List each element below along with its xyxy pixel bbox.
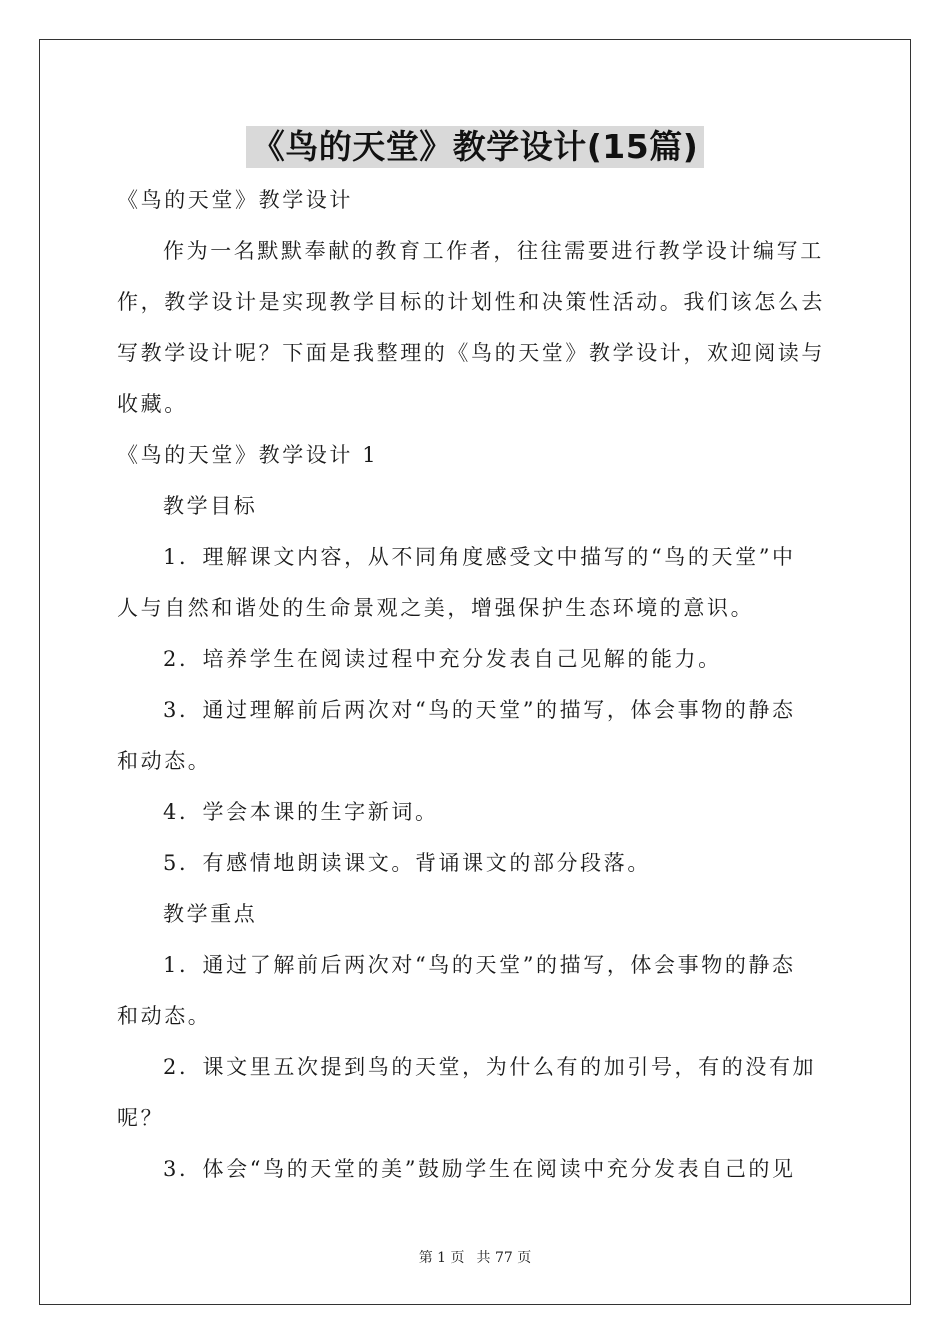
list-item: 2．培养学生在阅读过程中充分发表自己见解的能力。: [163, 647, 722, 671]
list-item: 3．通过理解前后两次对“鸟的天堂”的描写，体会事物的静态: [163, 698, 796, 722]
list-item-continuation: 和动态。: [117, 749, 212, 773]
page-number: 第 1 页: [418, 1250, 465, 1266]
list-item: 1．理解课文内容，从不同角度感受文中描写的“鸟的天堂”中: [163, 545, 796, 569]
list-item: 2．课文里五次提到鸟的天堂，为什么有的加引号，有的没有加: [163, 1055, 817, 1079]
page-total: 共 77 页: [476, 1250, 532, 1266]
list-item-continuation: 呢？: [117, 1106, 165, 1130]
paragraph-line: 收藏。: [117, 392, 188, 416]
document-body: [117, 175, 833, 1195]
paragraph-line: 作，教学设计是实现教学目标的计划性和决策性活动。我们该怎么去: [117, 290, 825, 314]
section-heading: 《鸟的天堂》教学设计: [117, 188, 353, 212]
subheading: 教学重点: [163, 902, 258, 926]
section-heading: 《鸟的天堂》教学设计 1: [117, 443, 379, 467]
document-title: 《鸟的天堂》教学设计(15篇): [246, 126, 705, 168]
paragraph-line: 作为一名默默奉献的教育工作者，往往需要进行教学设计编写工: [163, 239, 824, 263]
title-container: [0, 126, 950, 168]
list-item-continuation: 人与自然和谐处的生命景观之美，增强保护生态环境的意识。: [117, 596, 755, 620]
paragraph-line: 写教学设计呢？下面是我整理的《鸟的天堂》教学设计，欢迎阅读与: [117, 341, 825, 365]
list-item-continuation: 和动态。: [117, 1004, 212, 1028]
subheading: 教学目标: [163, 494, 258, 518]
page-footer: [0, 1247, 950, 1267]
list-item: 3．体会“鸟的天堂的美”鼓励学生在阅读中充分发表自己的见: [163, 1157, 796, 1181]
list-item: 4．学会本课的生字新词。: [163, 800, 439, 824]
list-item: 1．通过了解前后两次对“鸟的天堂”的描写，体会事物的静态: [163, 953, 796, 977]
list-item: 5．有感情地朗读课文。背诵课文的部分段落。: [163, 851, 651, 875]
